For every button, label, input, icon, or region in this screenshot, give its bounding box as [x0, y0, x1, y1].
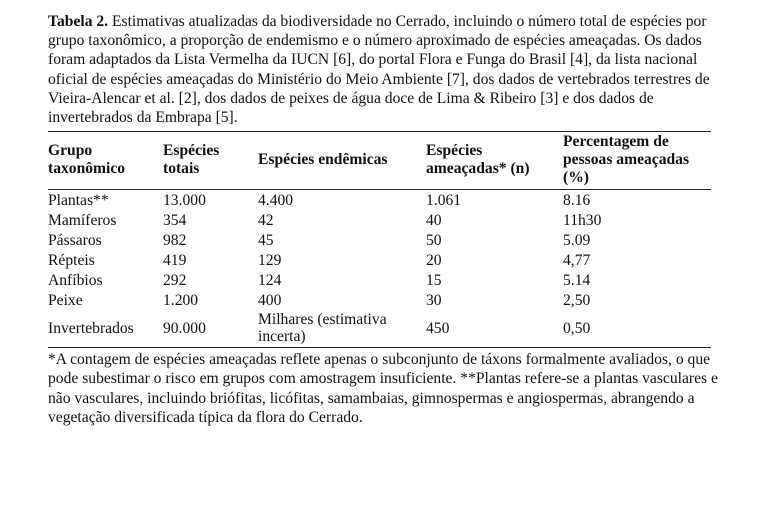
cell-percent: 5.14: [563, 272, 591, 290]
cell-percent: 8.16: [563, 192, 591, 210]
cell-group: Mamíferos: [48, 212, 117, 230]
cell-threatened: 1.061: [426, 192, 462, 210]
cell-endemic: 129: [258, 252, 282, 270]
cell-group: Plantas**: [48, 192, 109, 210]
cell-total: 90.000: [163, 319, 206, 337]
header-especies-endemicas: Espécies endêmicas: [258, 151, 388, 169]
cell-threatened: 50: [426, 232, 442, 250]
cell-total: 354: [163, 212, 187, 230]
cell-threatened: 15: [426, 272, 442, 290]
cell-group: Peixe: [48, 292, 83, 310]
table-row: [48, 251, 711, 271]
biodiversity-table: [48, 131, 711, 348]
table-row: [48, 311, 711, 348]
caption-label: Tabela 2.: [48, 13, 109, 30]
caption-text: Estimativas atualizadas da biodiversidade no Cerrado, incluindo o número total de espécies por grupo taxonômico, a proporção de endemismo e o número aproximado de espécies ameaçadas. Os dados foram adaptados da Lista Vermelha da IUCN [6], do portal Flora e Funga do Brasil [4], da lista nacional oficial de espécies ameaçadas do Ministério do Meio Ambiente [7], dos dados de vertebrados terrestres de Vieira-Alencar et al. [2], dos dados de peixes de água doce de Lima & Ribeiro [3] e dos dados de invertebrados da Embrapa [5].: [48, 13, 710, 127]
header-percentagem: Percentagem de pessoas ameaçadas (%): [563, 133, 690, 187]
cell-total: 13.000: [163, 192, 206, 210]
cell-total: 1.200: [163, 292, 199, 310]
cell-group: Anfíbios: [48, 272, 103, 290]
cell-percent: 5.09: [563, 232, 591, 250]
cell-group: Répteis: [48, 252, 95, 270]
cell-endemic: 400: [258, 292, 282, 310]
cell-threatened: 40: [426, 212, 442, 230]
header-especies-totais: Espécies totais: [163, 142, 220, 178]
table-caption: [48, 12, 720, 127]
cell-percent: 4,77: [563, 252, 591, 270]
table-row: [48, 211, 711, 231]
table-footnote: *A contagem de espécies ameaçadas reflete apenas o subconjunto de táxons formalmente avaliados, o que pode subestimar o risco em grupos com amostragem insuficiente. **Plantas refere-se a plantas vasculares e não vasculares, incluindo briófitas, licófitas, samambaias, gimnospermas e angiospermas, abrangendo a vegetação diversificada típica da flora do Cerrado.: [48, 351, 718, 426]
cell-endemic: 4.400: [258, 192, 294, 210]
cell-total: 419: [163, 252, 187, 270]
table-row: [48, 231, 711, 251]
cell-total: 292: [163, 272, 187, 290]
table-header-row: [48, 132, 711, 190]
header-grupo: Grupo taxonômico: [48, 142, 126, 178]
cell-threatened: 20: [426, 252, 442, 270]
cell-endemic: 45: [258, 232, 274, 250]
cell-endemic: 124: [258, 272, 282, 290]
cell-percent: 11h30: [563, 212, 602, 230]
cell-endemic: Milhares (estimativa incerta): [258, 311, 387, 346]
cell-endemic: 42: [258, 212, 274, 230]
cell-percent: 2,50: [563, 292, 591, 310]
cell-group: Invertebrados: [48, 319, 134, 337]
cell-total: 982: [163, 232, 187, 250]
cell-threatened: 450: [426, 319, 450, 337]
table-row: [48, 190, 711, 212]
header-especies-ameacadas: Espécies ameaçadas* (n): [426, 142, 530, 178]
cell-threatened: 30: [426, 292, 442, 310]
table-row: [48, 271, 711, 291]
cell-group: Pássaros: [48, 232, 102, 250]
cell-percent: 0,50: [563, 319, 591, 337]
table-row: [48, 291, 711, 311]
